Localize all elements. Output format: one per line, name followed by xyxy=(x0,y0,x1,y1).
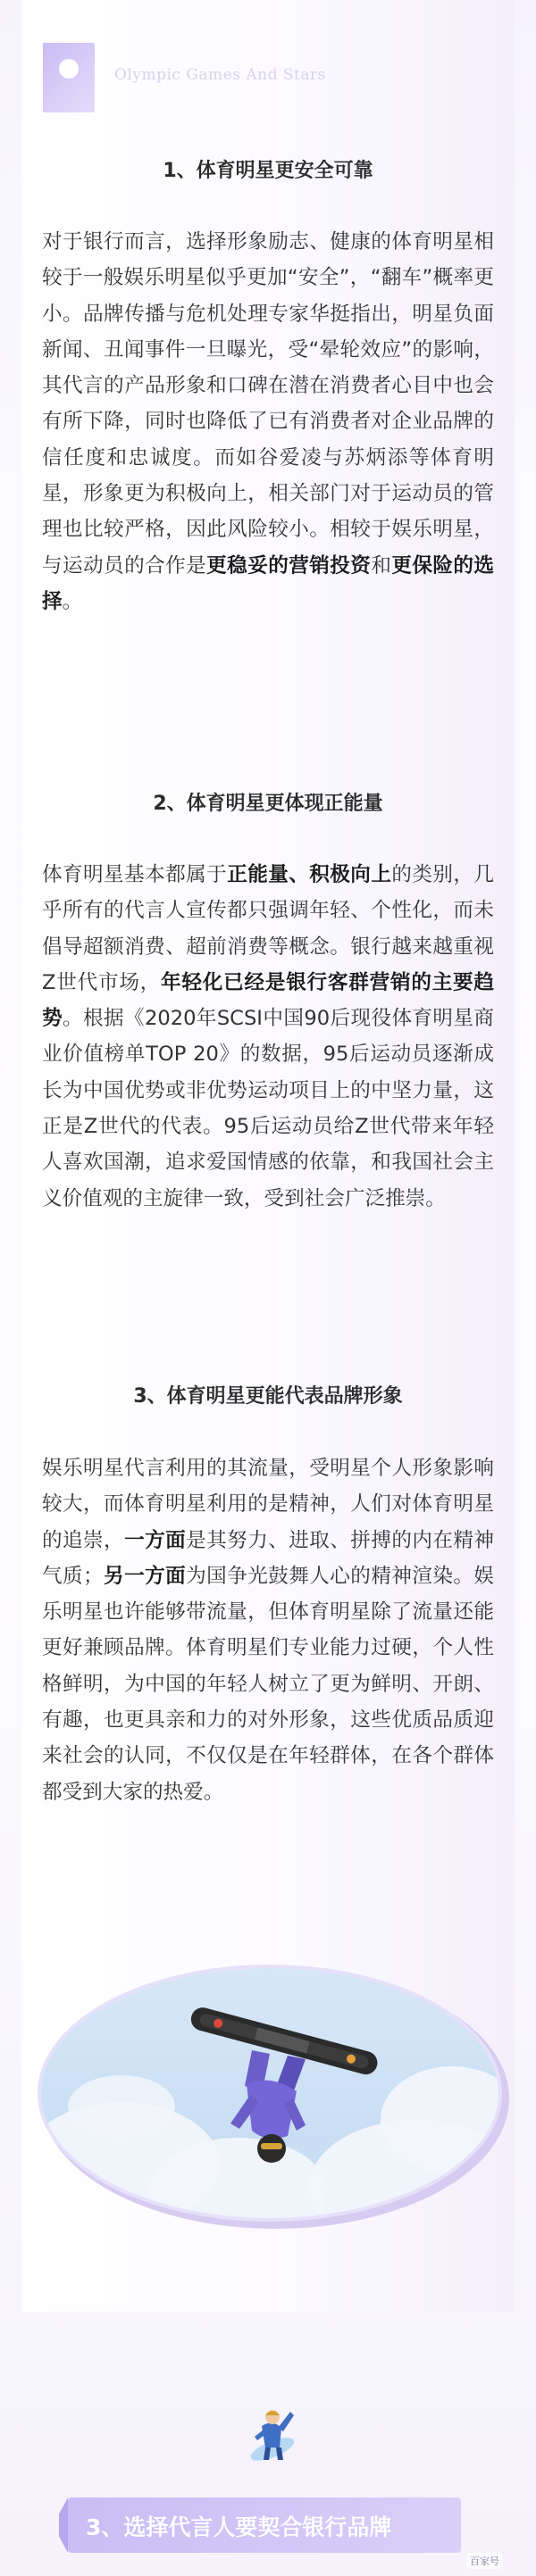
snowboarder-ornament-icon xyxy=(246,2392,299,2481)
section-2-heading: 2、体育明星更体现正能量 xyxy=(153,793,383,815)
logo xyxy=(43,43,95,112)
section-3-heading: 3、体育明星更能代表品牌形象 xyxy=(133,1385,403,1408)
section-2-paragraph xyxy=(42,857,494,1217)
circle-logo-icon xyxy=(59,59,79,79)
body-text: 对于银行而言，选择形象励志、健康的体育明星相较于一般娱乐明星似乎更加“安全”，“翻车”概率更小。品牌传播与危机处理专家华挺指出，明星负面新闻、丑闻事件一旦曝光，受“晕轮效应”的影响，其代言的产品形象和口碑在潜在消费者心目中也会有所下降，同时也降低了已有消费者对企业品牌的信任度和忠诚度。而如谷爱凌与苏炳添等体育明星，形象更为积极向上，相关部门对于运动员的管理也比较严格，因此风险较小。相较于娱乐明星，与运动员的合作是 xyxy=(42,230,494,578)
emphasis-text: 更保险的选择 xyxy=(42,553,495,613)
snowboarder-figure-icon xyxy=(41,1968,498,2218)
body-text: 的类别，几乎所有的代言人宣传都只强调年轻、个性化，而未倡导超额消费、超前消费等概念。银行越来越重视Z世代市场， xyxy=(42,863,495,994)
body-text: 。根据《2020年SCSI中国90后现役体育明星商业价值榜单TOP 20》的数据，95后运动员逐渐成长为中国优势或非优势运动项目上的中坚力量，这正是Z世代的代表。95后运动员给Z世代带来年轻人喜欢国潮，追求爱国情感的依靠，和我国社会主义价值观的主旋律一致，受到社会广泛推崇。 xyxy=(42,1007,495,1210)
snowboarder-photo xyxy=(41,1968,498,2218)
body-text: 。 xyxy=(62,589,83,613)
section-3-paragraph xyxy=(42,1450,494,1810)
section-1-paragraph xyxy=(42,224,494,619)
body-text: 是其努力、进取、拼搏的内在精神气质； xyxy=(42,1528,495,1588)
body-text: 体育明星基本都属于 xyxy=(42,863,228,886)
brand-text: Olympic Games And Stars xyxy=(114,66,326,84)
emphasis-text: 正能量、积极向上 xyxy=(227,863,392,886)
body-text: 为国争光鼓舞人心的精神渲染。娱乐明星也许能够带流量，但体育明星除了流量还能更好兼顾品牌。体育明星们专业能力过硬，个人性格鲜明，为中国的年轻人树立了更为鲜明、开朗、有趣，也更具亲和力的对外形象，这些优质品质迎来社会的认同，不仅仅是在年轻群体，在各个群体都受到大家的热爱。 xyxy=(42,1564,495,1804)
body-text: 娱乐明星代言利用的其流量，受明星个人形象影响较大，而体育明星利用的是精神，人们对体育明星的追崇， xyxy=(42,1457,494,1552)
watermark: 百家号 xyxy=(466,2553,503,2569)
emphasis-text: 年轻化已经是银行客群营销的主要趋势 xyxy=(42,970,495,1031)
banner-title: 3、选择代言人要契合银行品牌 xyxy=(86,2514,392,2540)
emphasis-text: 一方面 xyxy=(124,1528,187,1552)
section-banner xyxy=(68,2497,461,2553)
body-text: 和 xyxy=(371,553,392,578)
section-1-heading: 1、体育明星更安全可靠 xyxy=(163,160,373,182)
emphasis-text: 另一方面 xyxy=(103,1564,187,1588)
emphasis-text: 更稳妥的营销投资 xyxy=(206,553,372,578)
